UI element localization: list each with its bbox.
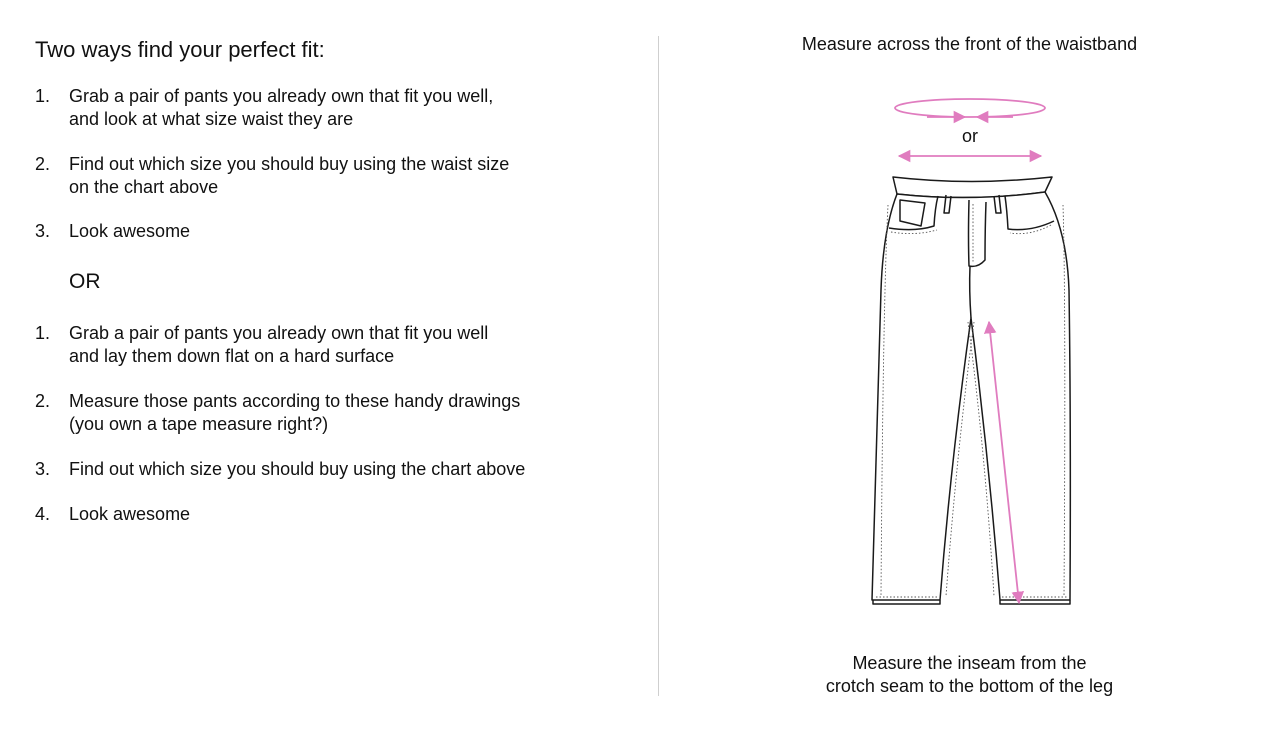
measurement-diagram-panel bbox=[659, 0, 1280, 733]
step-line: Measure those pants according to these handy drawings bbox=[69, 391, 521, 411]
step-line: Grab a pair of pants you already own that fit you well bbox=[69, 323, 489, 343]
step-line: Look awesome bbox=[69, 221, 191, 241]
inseam-caption-line: crotch seam to the bottom of the leg bbox=[825, 676, 1114, 696]
step-line: Grab a pair of pants you already own that fit you well, bbox=[69, 86, 494, 106]
waist-or-label: or bbox=[961, 126, 979, 146]
step-line: Find out which size you should buy using the waist size bbox=[69, 154, 510, 174]
pants-measurement-diagram bbox=[659, 0, 1280, 733]
step-line: and lay them down flat on a hard surface bbox=[69, 346, 395, 366]
step-line: (you own a tape measure right?) bbox=[69, 414, 329, 434]
step-text bbox=[69, 503, 629, 526]
waist-caption: Measure across the front of the waistband bbox=[801, 34, 1138, 54]
inseam-caption-line: Measure the inseam from the bbox=[852, 653, 1087, 673]
step-text bbox=[69, 220, 629, 243]
step-number: 1. bbox=[35, 323, 51, 343]
step-line: on the chart above bbox=[69, 177, 219, 197]
step-text bbox=[69, 85, 629, 131]
waist-circumference-arrow bbox=[895, 99, 1045, 117]
inseam-caption bbox=[659, 652, 1280, 698]
step-number: 3. bbox=[35, 221, 51, 241]
step-text bbox=[69, 322, 629, 368]
step-number: 2. bbox=[35, 391, 51, 411]
page-title: Two ways find your perfect fit: bbox=[35, 37, 325, 62]
step-number: 1. bbox=[35, 86, 51, 106]
step-text bbox=[69, 153, 629, 199]
step-number: 2. bbox=[35, 154, 51, 174]
step-text bbox=[69, 390, 629, 436]
step-number: 4. bbox=[35, 504, 51, 524]
step-number: 3. bbox=[35, 459, 51, 479]
step-line: Look awesome bbox=[69, 504, 191, 524]
step-text bbox=[69, 458, 629, 481]
pants-outline bbox=[872, 177, 1070, 604]
step-line: and look at what size waist they are bbox=[69, 109, 354, 129]
or-separator: OR bbox=[69, 270, 101, 293]
step-line: Find out which size you should buy using the chart above bbox=[69, 459, 526, 479]
